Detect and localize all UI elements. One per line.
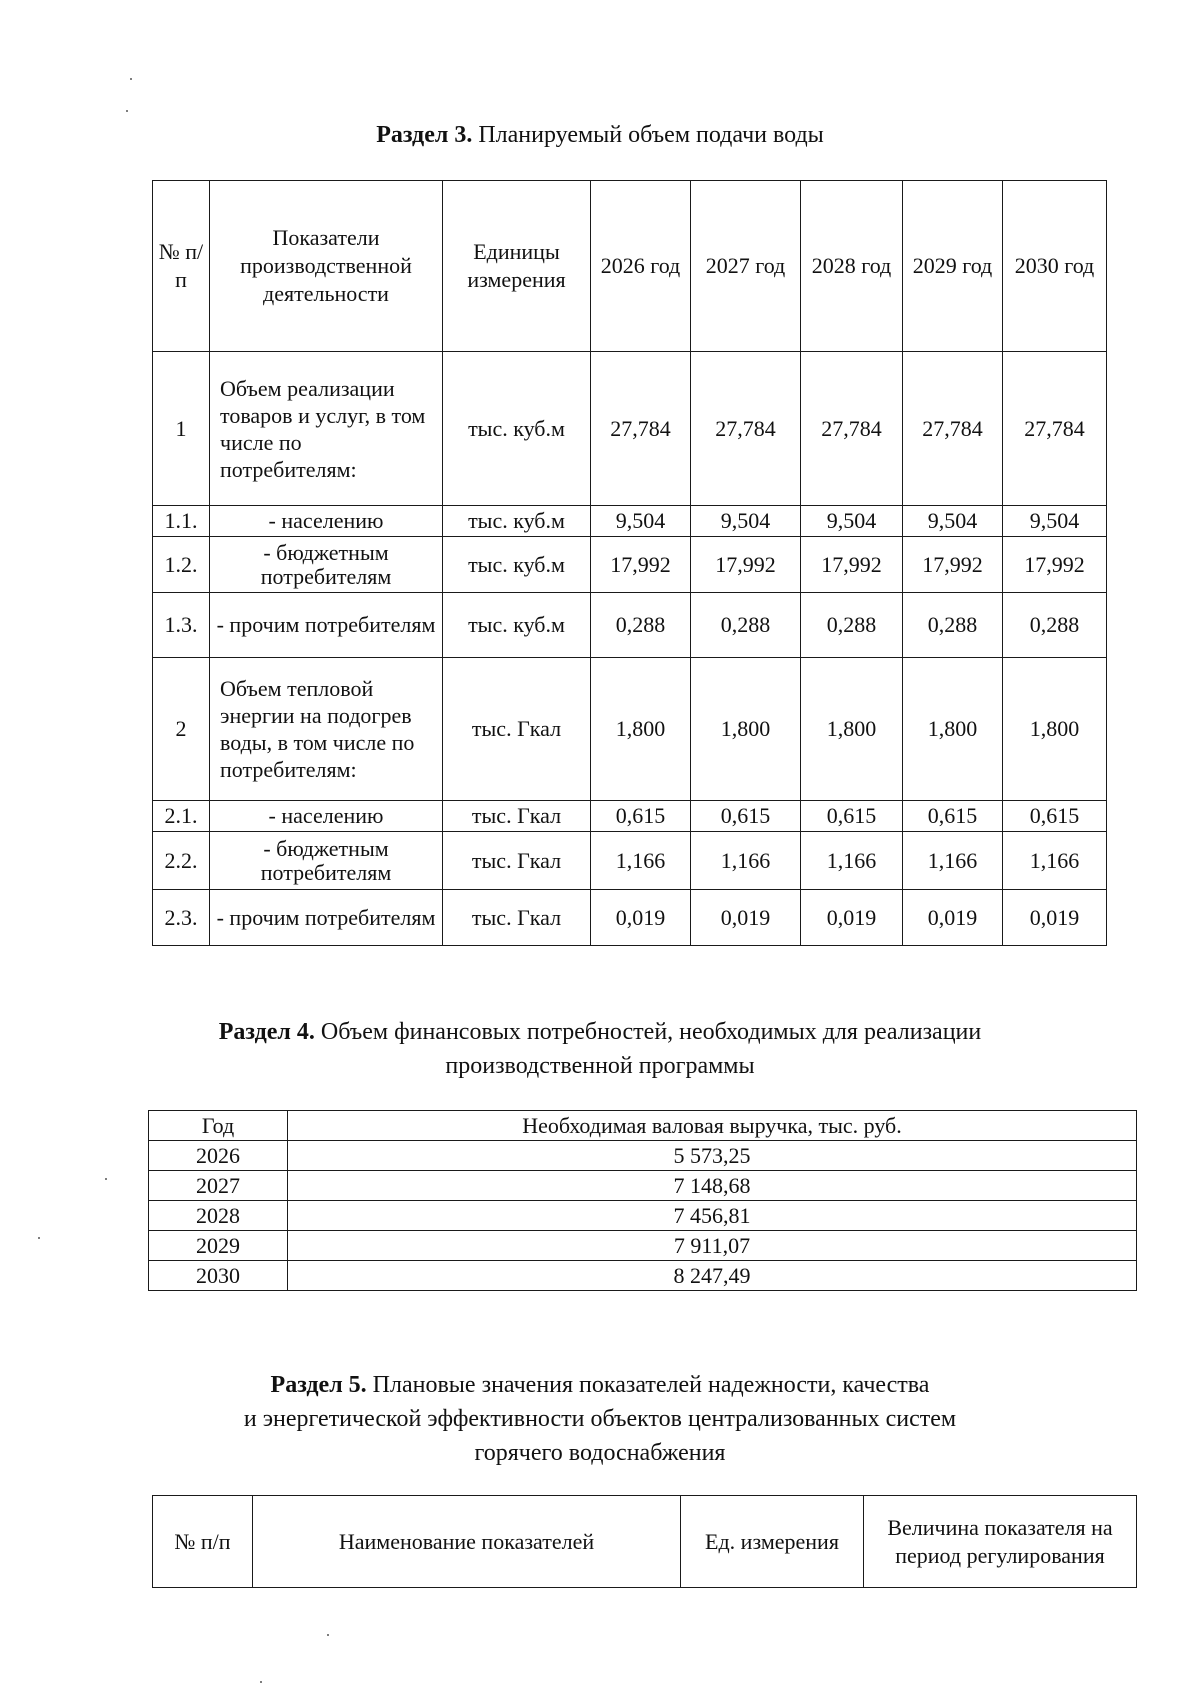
scan-speck bbox=[38, 1237, 40, 1239]
row-num: 1.3. bbox=[153, 593, 210, 658]
col-header-2028: 2028 год bbox=[801, 181, 903, 352]
row-revenue: 5 573,25 bbox=[288, 1141, 1137, 1171]
row-value: 0,288 bbox=[691, 593, 801, 658]
col-header-num: № п/п bbox=[153, 1496, 253, 1588]
col-header-indicator: Показатели производственной деятельности bbox=[210, 181, 443, 352]
row-value: 9,504 bbox=[903, 506, 1003, 537]
scan-speck bbox=[126, 110, 128, 112]
row-value: 0,288 bbox=[591, 593, 691, 658]
section3-heading bbox=[0, 118, 1200, 152]
row-value: 0,288 bbox=[1003, 593, 1107, 658]
section3-heading-bold: Раздел 3. bbox=[376, 122, 473, 148]
row-year: 2026 bbox=[149, 1141, 288, 1171]
scan-speck bbox=[130, 78, 132, 80]
row-value: 0,019 bbox=[591, 890, 691, 946]
row-value: 0,019 bbox=[801, 890, 903, 946]
row-value: 27,784 bbox=[691, 352, 801, 506]
row-value: 1,166 bbox=[591, 832, 691, 890]
row-name: - бюджетным потребителям bbox=[210, 537, 443, 593]
row-unit: тыс. Гкал bbox=[443, 832, 591, 890]
row-value: 17,992 bbox=[903, 537, 1003, 593]
row-value: 17,992 bbox=[691, 537, 801, 593]
table-row bbox=[149, 1141, 1137, 1171]
row-name: - населению bbox=[210, 506, 443, 537]
row-value: 0,615 bbox=[591, 801, 691, 832]
table-row bbox=[149, 1171, 1137, 1201]
row-num: 2.3. bbox=[153, 890, 210, 946]
row-name: Объем тепловой энергии на подогрев воды, в том числе по потребителям: bbox=[210, 658, 443, 801]
row-year: 2028 bbox=[149, 1201, 288, 1231]
row-name: - прочим потребителям bbox=[210, 890, 443, 946]
table-row bbox=[153, 832, 1107, 890]
col-header-2027: 2027 год bbox=[691, 181, 801, 352]
scan-speck bbox=[327, 1634, 329, 1636]
row-num: 1.2. bbox=[153, 537, 210, 593]
table-header-row bbox=[149, 1111, 1137, 1141]
row-revenue: 7 911,07 bbox=[288, 1231, 1137, 1261]
col-header-unit: Ед. измерения bbox=[681, 1496, 864, 1588]
row-value: 17,992 bbox=[591, 537, 691, 593]
col-header-2026: 2026 год bbox=[591, 181, 691, 352]
row-num: 2.2. bbox=[153, 832, 210, 890]
col-header-2030: 2030 год bbox=[1003, 181, 1107, 352]
row-value: 1,800 bbox=[1003, 658, 1107, 801]
col-header-year: Год bbox=[149, 1111, 288, 1141]
table-row bbox=[149, 1261, 1137, 1291]
table-row bbox=[153, 506, 1107, 537]
row-num: 1 bbox=[153, 352, 210, 506]
section3-heading-text: Планируемый объем подачи воды bbox=[478, 122, 824, 148]
row-value: 9,504 bbox=[801, 506, 903, 537]
section4-heading-line2: производственной программы bbox=[445, 1053, 755, 1079]
section5-heading-line2: и энергетической эффективности объектов централизованных систем bbox=[243, 1406, 957, 1432]
row-value: 27,784 bbox=[591, 352, 691, 506]
row-value: 1,800 bbox=[903, 658, 1003, 801]
row-value: 0,019 bbox=[1003, 890, 1107, 946]
row-value: 0,019 bbox=[903, 890, 1003, 946]
section5-heading-line1: Плановые значения показателей надежности, качества bbox=[372, 1372, 930, 1398]
section5-table bbox=[152, 1495, 1137, 1588]
row-unit: тыс. Гкал bbox=[443, 658, 591, 801]
row-year: 2027 bbox=[149, 1171, 288, 1201]
row-value: 9,504 bbox=[1003, 506, 1107, 537]
section4-table bbox=[148, 1110, 1137, 1291]
scan-speck bbox=[105, 1178, 107, 1180]
row-value: 1,166 bbox=[903, 832, 1003, 890]
table-header-row bbox=[153, 181, 1107, 352]
col-header-unit: Единицы измерения bbox=[443, 181, 591, 352]
row-value: 27,784 bbox=[903, 352, 1003, 506]
row-value: 0,615 bbox=[903, 801, 1003, 832]
row-value: 0,288 bbox=[801, 593, 903, 658]
section4-heading-line1: Объем финансовых потребностей, необходимых для реализации bbox=[320, 1019, 982, 1045]
table-row bbox=[153, 537, 1107, 593]
row-name: Объем реализации товаров и услуг, в том числе по потребителям: bbox=[210, 352, 443, 506]
col-header-revenue: Необходимая валовая выручка, тыс. руб. bbox=[288, 1111, 1137, 1141]
row-name: - населению bbox=[210, 801, 443, 832]
row-unit: тыс. Гкал bbox=[443, 801, 591, 832]
row-value: 9,504 bbox=[691, 506, 801, 537]
scan-speck bbox=[260, 1681, 262, 1683]
col-header-value: Величина показателя на период регулирования bbox=[864, 1496, 1137, 1588]
row-value: 9,504 bbox=[591, 506, 691, 537]
col-header-2029: 2029 год bbox=[903, 181, 1003, 352]
row-unit: тыс. куб.м bbox=[443, 593, 591, 658]
row-revenue: 7 148,68 bbox=[288, 1171, 1137, 1201]
row-value: 1,800 bbox=[591, 658, 691, 801]
row-num: 2 bbox=[153, 658, 210, 801]
table-row bbox=[153, 890, 1107, 946]
row-year: 2030 bbox=[149, 1261, 288, 1291]
row-name: - прочим потребителям bbox=[210, 593, 443, 658]
section5-heading bbox=[0, 1368, 1200, 1470]
row-value: 0,288 bbox=[903, 593, 1003, 658]
section4-heading-bold: Раздел 4. bbox=[218, 1019, 315, 1045]
row-num: 1.1. bbox=[153, 506, 210, 537]
row-value: 1,166 bbox=[691, 832, 801, 890]
row-num: 2.1. bbox=[153, 801, 210, 832]
row-value: 1,166 bbox=[801, 832, 903, 890]
row-value: 1,166 bbox=[1003, 832, 1107, 890]
table-row bbox=[153, 593, 1107, 658]
row-unit: тыс. Гкал bbox=[443, 890, 591, 946]
row-unit: тыс. куб.м bbox=[443, 352, 591, 506]
row-value: 17,992 bbox=[801, 537, 903, 593]
col-header-num: № п/п bbox=[153, 181, 210, 352]
row-name: - бюджетным потребителям bbox=[210, 832, 443, 890]
section4-heading bbox=[0, 1015, 1200, 1083]
table-row bbox=[149, 1201, 1137, 1231]
row-value: 27,784 bbox=[1003, 352, 1107, 506]
row-unit: тыс. куб.м bbox=[443, 537, 591, 593]
table-row bbox=[153, 658, 1107, 801]
row-unit: тыс. куб.м bbox=[443, 506, 591, 537]
table-row bbox=[153, 801, 1107, 832]
row-value: 0,019 bbox=[691, 890, 801, 946]
row-revenue: 8 247,49 bbox=[288, 1261, 1137, 1291]
section5-heading-bold: Раздел 5. bbox=[270, 1372, 367, 1398]
col-header-indicator-name: Наименование показателей bbox=[253, 1496, 681, 1588]
table-row bbox=[149, 1231, 1137, 1261]
section5-heading-line3: горячего водоснабжения bbox=[474, 1440, 726, 1466]
row-value: 0,615 bbox=[691, 801, 801, 832]
section3-table bbox=[152, 180, 1107, 946]
row-value: 1,800 bbox=[801, 658, 903, 801]
row-value: 1,800 bbox=[691, 658, 801, 801]
table-header-row bbox=[153, 1496, 1137, 1588]
row-value: 27,784 bbox=[801, 352, 903, 506]
row-value: 0,615 bbox=[801, 801, 903, 832]
row-revenue: 7 456,81 bbox=[288, 1201, 1137, 1231]
row-value: 0,615 bbox=[1003, 801, 1107, 832]
row-value: 17,992 bbox=[1003, 537, 1107, 593]
row-year: 2029 bbox=[149, 1231, 288, 1261]
table-row bbox=[153, 352, 1107, 506]
